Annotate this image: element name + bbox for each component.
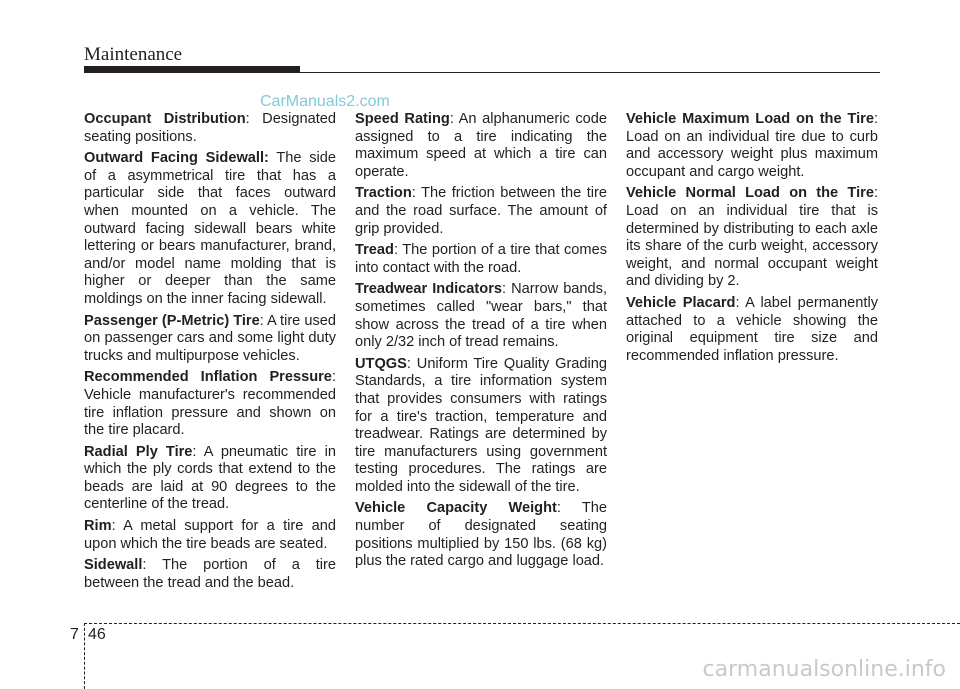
page-header-title: Maintenance [84,44,183,65]
glossary-definition: Designated seating positions. [84,111,336,145]
glossary-entry [355,185,607,238]
term-separator: : [502,281,512,298]
term-separator: : [735,294,746,311]
watermark-top: CarManuals2.com [260,93,390,110]
glossary-term: Treadwear Indicators [355,281,502,298]
glossary-term: Passenger (P-Metric) Tire [84,312,260,329]
glossary-entry [626,185,878,291]
glossary-definition: The number of designated seating positions multiplied by 150 lbs. (68 kg) plus the rated cargo and luggage load. [355,500,607,570]
term-separator: : [556,500,582,517]
term-separator: : [873,185,878,202]
term-separator: : [873,111,878,127]
glossary-term: Speed Rating [355,111,450,127]
glossary-entry [355,281,607,351]
glossary-definition: Uniform Tire Quality Grading Standards, a tire information system that provides consumers with ratings for a tire's traction, temperature and treadwear. Ratings are determined by tire manufacturers using government testing procedures. The ratings are molded into the sidewall of the tire. [355,355,608,495]
glossary-term: Occupant Distribution [84,111,246,127]
term-separator: : [411,185,422,202]
text-column-3 [626,111,878,369]
page-number: 46 [88,626,106,643]
glossary-term: Tread [355,242,394,259]
glossary-entry [355,356,607,497]
glossary-term: Radial Ply Tire [84,443,193,460]
term-separator: : [406,355,417,372]
glossary-entry [84,518,336,553]
glossary-definition: Narrow bands, sometimes called "wear bars," that show across the tread of a tire when only 2/32 inch of tread remains. [355,281,608,351]
header-rule [300,72,880,73]
term-separator: : [192,443,204,460]
glossary-term: UTQGS [355,355,407,372]
footer-rule [84,623,960,624]
glossary-definition: The portion of a tire between the tread and the bead. [84,557,336,591]
chapter-number: 7 [70,626,79,643]
glossary-entry [355,242,607,277]
glossary-entry [626,295,878,365]
glossary-definition: An alphanumeric code assigned to a tire indicating the maximum speed at which a tire can operate. [355,111,607,180]
glossary-entry [355,500,607,570]
glossary-definition: Load on an individual tire due to curb and accessory weight plus maximum occupant and cargo weight. [626,128,878,180]
glossary-definition: Vehicle manufacturer's recommended tire inflation pressure and shown on the tire placard. [84,386,336,439]
term-separator: : [449,111,459,127]
glossary-entry [84,313,336,366]
glossary-definition: The portion of a tire that comes into contact with the road. [355,242,607,276]
header-bar [84,66,300,73]
glossary-definition: A tire used on passenger cars and some light duty trucks and multipurpose vehicles. [84,312,337,364]
term-separator: : [245,111,263,127]
glossary-definition: A pneumatic tire in which the ply cords that extend to the beads are laid at 90 degrees to the centerline of the tread. [84,443,336,513]
glossary-term: Vehicle Placard [626,294,736,311]
glossary-entry [84,150,336,308]
glossary-entry [84,557,336,592]
glossary-term: Traction [355,185,412,202]
glossary-entry [355,111,607,181]
glossary-entry [84,111,336,146]
watermark-bottom: carmanualsonline.info [702,657,946,682]
glossary-term: Vehicle Normal Load on the Tire [626,185,874,202]
glossary-term: Sidewall [84,557,143,574]
glossary-definition: A metal support for a tire and upon which the tire beads are seated. [84,518,337,552]
glossary-term: Recommended Inflation Pressure [84,369,332,386]
glossary-term: Outward Facing Sidewall: [84,150,269,167]
term-separator: : [393,242,403,259]
glossary-definition: A label permanently attached to a vehicle showing the original equipment tire size and recommended inflation pressure. [626,294,878,364]
glossary-term: Vehicle Maximum Load on the Tire [626,111,874,127]
glossary-entry [84,369,336,439]
footer-divider [84,623,85,689]
text-column-1 [84,111,336,596]
glossary-entry [626,111,878,181]
glossary-entry [84,444,336,514]
term-separator: : [142,557,163,574]
glossary-definition: The side of a asymmetrical tire that has a particular side that faces outward when mounted on a vehicle. The outward facing sidewall bears white lettering or bears manufacturer, brand, and/or model name molding that is higher or deeper than the same moldings on the inner facing sidewall. [84,150,336,307]
glossary-definition: The friction between the tire and the road surface. The amount of grip provided. [355,185,607,237]
glossary-term: Vehicle Capacity Weight [355,500,557,517]
term-separator: : [259,312,268,329]
term-separator: : [111,518,124,535]
text-column-2 [355,111,607,575]
glossary-definition: Load on an individual tire that is determined by distributing to each axle its share of the curb weight, accessory weight, and normal occupant weight and dividing by 2. [626,202,878,290]
term-separator: : [331,369,336,386]
glossary-term: Rim [84,518,112,535]
